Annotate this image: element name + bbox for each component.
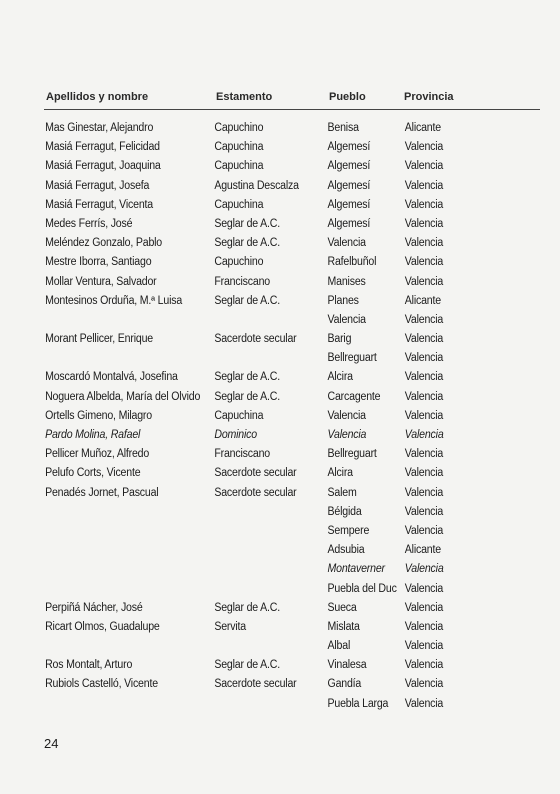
cell-pueblo: Sueca: [327, 601, 357, 614]
cell-pueblo: Valencia: [327, 409, 366, 422]
cell-provincia: Valencia: [404, 179, 444, 192]
table-row: [0, 177, 515, 196]
table-row: [0, 445, 515, 464]
cell-provincia: Valencia: [404, 275, 444, 288]
table-row: [0, 119, 515, 138]
header-pueblo: Pueblo: [329, 91, 366, 103]
cell-provincia: Valencia: [404, 429, 444, 441]
cell-estamento: Agustina Descalza: [214, 179, 299, 192]
cell-estamento: Sacerdote secular: [214, 333, 297, 346]
cell-pueblo: Algemesí: [327, 141, 371, 154]
cell-pueblo: Barig: [327, 333, 352, 346]
cell-name: Morant Pellicer, Enrique: [45, 333, 153, 346]
table-row: [0, 464, 515, 483]
cell-pueblo: Vinalesa: [327, 659, 367, 672]
cell-name: Masiá Ferragut, Joaquina: [45, 160, 161, 173]
cell-pueblo: Puebla del Duc: [327, 582, 397, 595]
cell-name: Ortells Gimeno, Milagro: [45, 409, 152, 422]
cell-provincia: Valencia: [404, 505, 444, 518]
cell-provincia: Valencia: [404, 582, 444, 595]
cell-estamento: Capuchina: [214, 409, 264, 422]
cell-estamento: Seglar de A.C.: [214, 371, 281, 384]
cell-name: Pelufo Corts, Vicente: [45, 467, 141, 480]
cell-provincia: Alicante: [404, 544, 441, 557]
table-row: [0, 196, 515, 215]
cell-pueblo: Sempere: [327, 524, 370, 537]
page-number: 24: [44, 736, 59, 751]
cell-provincia: Valencia: [404, 486, 444, 499]
cell-estamento: Servita: [214, 620, 247, 633]
cell-estamento: Seglar de A.C.: [214, 601, 281, 614]
cell-provincia: Valencia: [404, 640, 444, 653]
cell-pueblo: Adsubia: [327, 544, 365, 557]
cell-provincia: Valencia: [404, 678, 444, 691]
cell-name: Mestre Iborra, Santiago: [45, 256, 152, 269]
cell-pueblo: Gandía: [327, 678, 362, 691]
table-row: [0, 484, 515, 503]
cell-name: Masiá Ferragut, Josefa: [45, 179, 150, 192]
cell-pueblo: Algemesí: [327, 179, 371, 192]
cell-pueblo: Algemesí: [327, 217, 371, 230]
header-provincia: Provincia: [404, 91, 454, 103]
cell-pueblo: Valencia: [327, 237, 366, 250]
cell-estamento: Seglar de A.C.: [214, 294, 281, 307]
table-row: [0, 618, 515, 637]
cell-estamento: Capuchina: [214, 198, 264, 211]
cell-estamento: Franciscano: [214, 275, 270, 288]
cell-pueblo: Albal: [327, 640, 351, 653]
table-header: [46, 91, 540, 107]
table-row: [0, 541, 515, 560]
cell-pueblo: Puebla Larga: [327, 697, 389, 710]
cell-provincia: Valencia: [404, 256, 444, 269]
cell-provincia: Valencia: [404, 563, 444, 576]
cell-estamento: Dominico: [214, 429, 257, 441]
cell-estamento: Seglar de A.C.: [214, 217, 281, 230]
cell-name: Noguera Albelda, María del Olvido: [45, 390, 201, 403]
table-row: [0, 407, 515, 426]
cell-estamento: Sacerdote secular: [214, 467, 297, 480]
table-row: [0, 311, 515, 330]
table-row: [0, 675, 515, 694]
table-body: [0, 119, 560, 714]
cell-name: Penadés Jornet, Pascual: [45, 486, 159, 499]
table-row: [0, 426, 515, 445]
cell-pueblo: Alcira: [327, 467, 353, 480]
cell-provincia: Valencia: [404, 313, 444, 326]
table-row: [0, 503, 515, 522]
cell-provincia: Valencia: [404, 448, 444, 461]
cell-pueblo: Salem: [327, 486, 357, 499]
cell-provincia: Valencia: [404, 141, 444, 154]
cell-name: Rubiols Castelló, Vicente: [45, 678, 158, 691]
header-estamento: Estamento: [216, 91, 273, 103]
cell-pueblo: Bellreguart: [327, 352, 377, 365]
cell-name: Masiá Ferragut, Felicidad: [45, 141, 160, 154]
cell-pueblo: Planes: [327, 294, 359, 307]
cell-estamento: Sacerdote secular: [214, 678, 297, 691]
cell-provincia: Valencia: [404, 601, 444, 614]
cell-provincia: Valencia: [404, 467, 444, 480]
table-row: [0, 368, 515, 387]
cell-name: Mas Ginestar, Alejandro: [45, 122, 154, 134]
table-row: [0, 330, 515, 349]
cell-provincia: Valencia: [404, 390, 444, 403]
cell-pueblo: Algemesí: [327, 160, 371, 173]
cell-provincia: Valencia: [404, 198, 444, 211]
header-rule: [44, 109, 540, 110]
cell-provincia: Alicante: [404, 294, 441, 307]
table-row: [0, 292, 515, 311]
cell-name: Ricart Olmos, Guadalupe: [45, 620, 160, 633]
cell-pueblo: Valencia: [327, 429, 367, 441]
cell-name: Pardo Molina, Rafael: [45, 429, 141, 441]
header-name: Apellidos y nombre: [46, 91, 149, 103]
cell-estamento: Seglar de A.C.: [214, 390, 281, 403]
cell-provincia: Valencia: [404, 160, 444, 173]
cell-pueblo: Benisa: [327, 122, 359, 134]
table-row: [0, 234, 515, 253]
cell-pueblo: Algemesí: [327, 198, 371, 211]
cell-provincia: Alicante: [404, 122, 441, 134]
cell-name: Ros Montalt, Arturo: [45, 659, 133, 672]
cell-provincia: Valencia: [404, 697, 444, 710]
cell-estamento: Capuchina: [214, 160, 264, 173]
cell-estamento: Capuchino: [214, 122, 264, 134]
table-row: [0, 637, 515, 656]
cell-pueblo: Mislata: [327, 620, 360, 633]
cell-estamento: Sacerdote secular: [214, 486, 297, 499]
cell-provincia: Valencia: [404, 620, 444, 633]
cell-provincia: Valencia: [404, 333, 444, 346]
table-row: [0, 138, 515, 157]
cell-estamento: Seglar de A.C.: [214, 237, 281, 250]
cell-estamento: Franciscano: [214, 448, 270, 461]
cell-name: Medes Ferrís, José: [45, 217, 133, 230]
cell-pueblo: Valencia: [327, 313, 366, 326]
cell-estamento: Seglar de A.C.: [214, 659, 281, 672]
cell-provincia: Valencia: [404, 371, 444, 384]
cell-provincia: Valencia: [404, 524, 444, 537]
table-row: [0, 656, 515, 675]
table-row: [0, 349, 515, 368]
cell-name: Moscardó Montalvá, Josefina: [45, 371, 178, 384]
table-row: [0, 522, 515, 541]
cell-pueblo: Montaverner: [327, 563, 385, 576]
cell-name: Masiá Ferragut, Vicenta: [45, 198, 153, 211]
table-row: [0, 560, 515, 579]
cell-provincia: Valencia: [404, 409, 444, 422]
cell-pueblo: Alcira: [327, 371, 353, 384]
cell-name: Meléndez Gonzalo, Pablo: [45, 237, 163, 250]
cell-provincia: Valencia: [404, 352, 444, 365]
cell-pueblo: Bélgida: [327, 505, 362, 518]
cell-pueblo: Rafelbuñol: [327, 256, 377, 269]
table-row: [0, 157, 515, 176]
table-row: [0, 599, 515, 618]
cell-pueblo: Carcagente: [327, 390, 381, 403]
table-row: [0, 215, 515, 234]
cell-pueblo: Bellreguart: [327, 448, 377, 461]
table-row: [0, 273, 515, 292]
table-row: [0, 253, 515, 272]
cell-provincia: Valencia: [404, 217, 444, 230]
cell-name: Pellicer Muñoz, Alfredo: [45, 448, 150, 461]
cell-name: Mollar Ventura, Salvador: [45, 275, 157, 288]
table-row: [0, 388, 515, 407]
cell-estamento: Capuchino: [214, 256, 264, 269]
cell-name: Montesinos Orduña, M.ª Luisa: [45, 294, 183, 307]
cell-provincia: Valencia: [404, 237, 444, 250]
cell-name: Perpiñá Nácher, José: [45, 601, 143, 614]
cell-provincia: Valencia: [404, 659, 444, 672]
table-row: [0, 695, 515, 714]
cell-estamento: Capuchina: [214, 141, 264, 154]
cell-pueblo: Manises: [327, 275, 366, 288]
table-row: [0, 580, 515, 599]
